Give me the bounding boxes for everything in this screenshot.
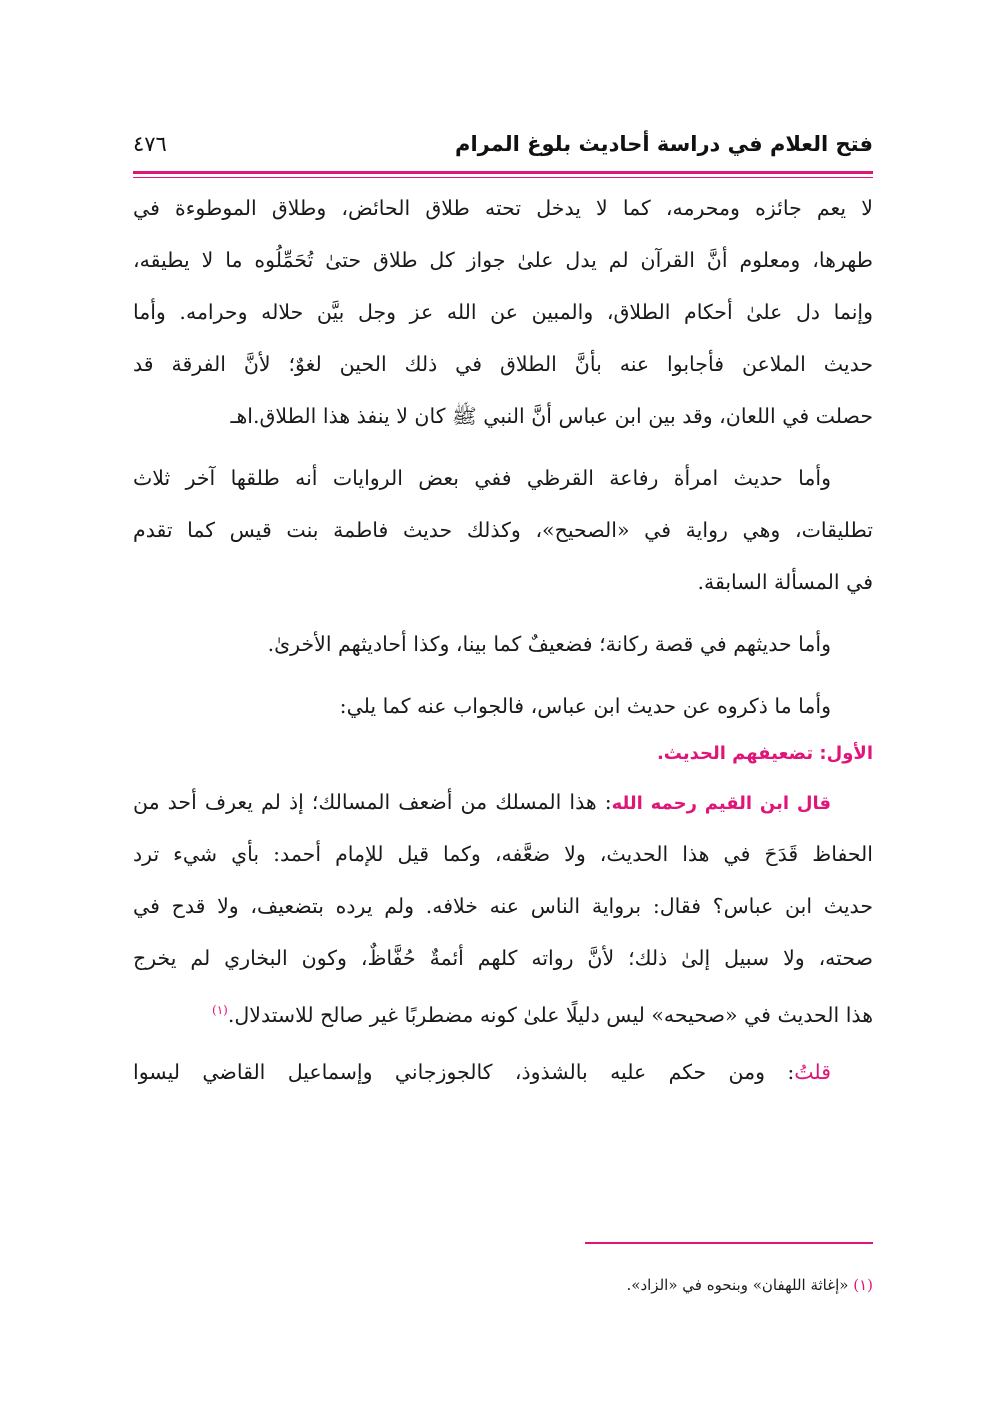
page-body <box>133 182 873 1098</box>
page-number: ٤٧٦ <box>133 132 167 156</box>
text-run: هذا الحديث في «صحيحه» ليس دليلًا علىٰ كونه مضطربًا غير صالح للاستدلال. <box>227 1002 873 1027</box>
text-line: وإنما دل علىٰ أحكام الطلاق، والمبين عن الله عز وجل بيَّن حلاله وحرامه. وأما <box>133 300 873 324</box>
footnote-separator <box>585 1242 873 1244</box>
section-heading: الأول: تضعيفهم الحديث. <box>656 743 873 764</box>
paragraph-rifaa <box>133 452 873 608</box>
text-line: وأما حديثهم في قصة ركانة؛ فضعيفٌ كما بينا، وكذا أحاديثهم الأخرىٰ. <box>267 632 831 656</box>
text-line <box>133 776 873 828</box>
footnote-text: «إغاثة اللهفان» وبنحوه في «الزاد». <box>626 1276 849 1294</box>
text-run: : ومن حكم عليه بالشذوذ، كالجوزجاني وإسماعيل القاضي ليسوا <box>133 1060 795 1084</box>
paragraph-rukana <box>133 618 873 670</box>
paragraph-qult <box>133 1046 873 1098</box>
text-line: حديث الملاعن فأجابوا عنه بأنَّ الطلاق في ذلك الحين لغوٌ؛ لأنَّ الفرقة قد <box>133 352 873 376</box>
text-line <box>133 984 873 1036</box>
footnote <box>440 1276 873 1294</box>
paragraph-ibn-abbas <box>133 680 873 732</box>
paragraph-ibn-qayyim <box>133 776 873 1036</box>
text-line: في المسألة السابقة. <box>697 570 873 594</box>
text-line: تطليقات، وهي رواية في «الصحيح»، وكذلك حديث فاطمة بنت قيس كما تقدم <box>133 518 873 542</box>
header-rule-thin <box>133 177 873 178</box>
text-line: حصلت في اللعان، وقد بين ابن عباس أنَّ النبي ﷺ كان لا ينفذ هذا الطلاق.اهـ <box>230 404 873 428</box>
speaker-label: قال ابن القيم رحمه الله <box>611 793 831 814</box>
text-line: لا يعم جائزه ومحرمه، كما لا يدخل تحته طلاق الحائض، وطلاق الموطوءة في <box>133 196 873 220</box>
header-rule-thick <box>133 171 873 174</box>
text-line: الحفاظ قَدَحَ في هذا الحديث، ولا ضعَّفه، وكما قيل للإمام أحمد: بأي شيء ترد <box>133 842 873 866</box>
text-line: وأما ما ذكروه عن حديث ابن عباس، فالجواب عنه كما يلي: <box>339 694 831 718</box>
footnote-number: (١) <box>853 1276 873 1294</box>
text-line: صحته، ولا سبيل إلىٰ ذلك؛ لأنَّ رواته كلهم أئمةٌ حُفَّاظٌ، وكون البخاري لم يخرج <box>133 946 873 970</box>
text-line: طهرها، ومعلوم أنَّ القرآن لم يدل علىٰ جواز كل طلاق حتىٰ تُحَمِّلُوه ما لا يطيقه، <box>133 248 873 272</box>
text-line: حديث ابن عباس؟ فقال: برواية الناس عنه خلافه. ولم يرده بتضعيف، ولا قدح في <box>133 894 873 918</box>
qult-label: قلتُ <box>794 1060 831 1084</box>
page-header <box>133 128 873 168</box>
paragraph-quote-continuation <box>133 182 873 442</box>
text-run: : هذا المسلك من أضعف المسالك؛ إذ لم يعرف أحد من <box>133 790 612 814</box>
footnote-ref[interactable]: (١) <box>212 1003 228 1017</box>
text-line: وأما حديث امرأة رفاعة القرظي ففي بعض الروايات أنه طلقها آخر ثلاث <box>133 466 831 490</box>
book-title: فتح العلام في دراسة أحاديث بلوغ المرام <box>455 132 873 156</box>
text-line <box>133 1046 873 1098</box>
